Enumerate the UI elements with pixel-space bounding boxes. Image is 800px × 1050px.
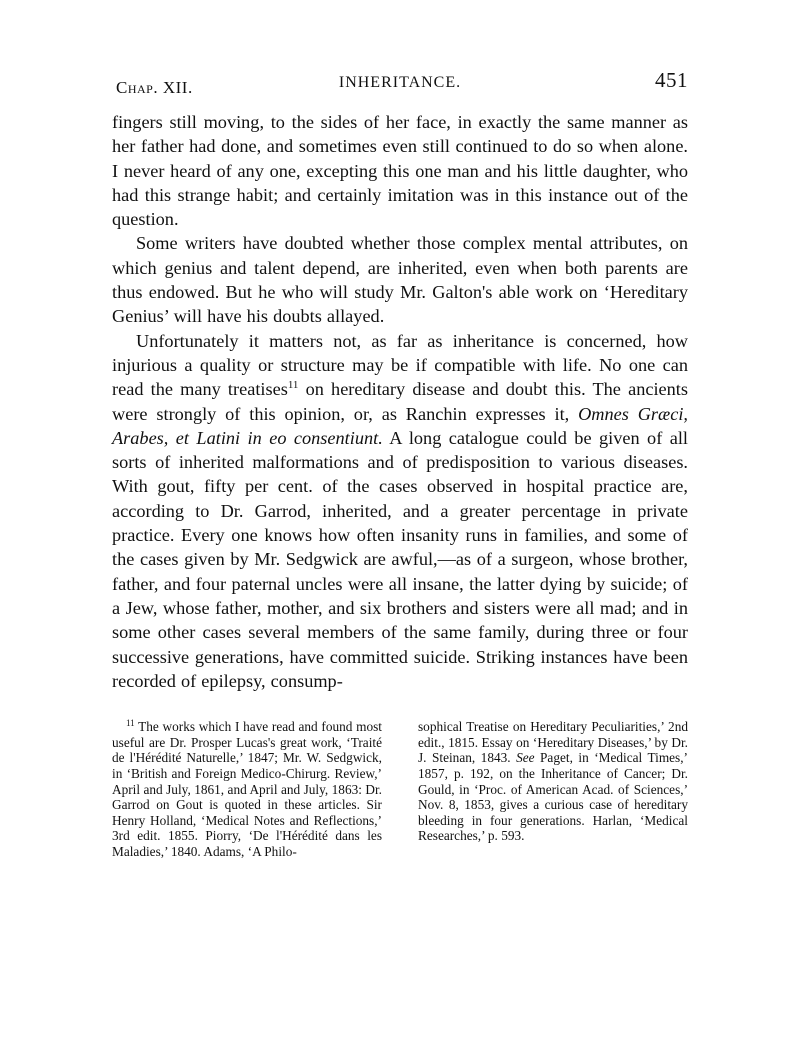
paragraph-3 — [112, 329, 688, 693]
body-text — [112, 110, 688, 693]
running-title: INHERITANCE. — [338, 74, 462, 91]
book-page — [112, 66, 688, 859]
footnotes — [112, 719, 688, 859]
latin-quotation: Omnes Græci, Arabes, et Latini in eo consentiunt. — [112, 403, 688, 448]
page-number: 451 — [655, 68, 688, 92]
footnote-text-left — [112, 719, 382, 859]
running-head — [112, 66, 688, 106]
footnote-left-text: The works which I have read and found most useful are Dr. Prosper Lucas's great work, ‘Traité de l'Hérédité Naturelle,’ 1847; Mr. W. Sedgwick, in ‘British and Foreign Medico-Chirurg. Review,’ April and July, 1861, and April and July, 1863: Dr. Garrod on Gout is quoted in these articles. Sir Henry Holland, ‘Medical Notes and Reflections,’ 3rd edit. 1855. Piorry, ‘De l'Hérédité dans les Maladies,’ 1840. Adams, ‘A Philo- — [112, 719, 382, 859]
footnote-number: 11 — [126, 718, 135, 729]
paragraph-3-text-b: on hereditary disease and doubt this. The ancients were strongly of this opinion, or, as Ranchin expresses it, — [112, 379, 688, 424]
footnote-text-right — [418, 719, 688, 844]
paragraph-3-text-c: A long catalogue could be given of all sorts of inherited malformations and of predisposition to various diseases. With gout, fifty per cent. of the cases observed in hospital practice are, according to Dr. Garrod, inherited, and a greater percentage in private practice. Every one knows how often insanity runs in families, and some of the cases given by Mr. Sedgwick are awful,—as of a surgeon, whose brother, father, and four paternal uncles were all insane, the latter dying by suicide; of a Jew, whose father, mother, and six brothers and sisters were all mad; and in some other cases several members of the same family, during three or four successive generations, have committed suicide. Striking instances have been recorded of epilepsy, consump- — [112, 427, 688, 691]
paragraph-2: Some writers have doubted whether those complex mental attributes, on which genius and talent depend, are inherited, even when both parents are thus endowed. But he who will study Mr. Galton's able work on ‘Hereditary Genius’ will have his doubts allayed. — [112, 233, 688, 327]
footnote-right-text-a: sophical Treatise on Hereditary Peculiarities,’ 2nd edit., 1815. Essay on ‘Hereditary Diseases,’ by Dr. J. Steinan, 1843. — [418, 719, 688, 766]
footnote-right-text-b: Paget, in ‘Medical Times,’ 1857, p. 192, on the Inheritance of Cancer; Dr. Gould, in ‘Proc. of American Acad. of Sciences,’ Nov. 8, 1853, gives a curious case of hereditary bleeding in four generations. Harlan, ‘Medical Researches,’ p. 593. — [418, 750, 688, 844]
footnote-reference: 11 — [287, 379, 299, 392]
footnote-column-left — [112, 719, 382, 859]
chapter-label: Chap. XII. — [116, 78, 193, 97]
paragraph-3-text-a: Unfortunately it matters not, as far as inheritance is concerned, how injurious a quality or structure may be if compatible with life. No one can read the many treatises — [112, 330, 688, 400]
footnote-column-right — [418, 719, 688, 859]
footnote-see: See — [516, 750, 535, 766]
paragraph-1: fingers still moving, to the sides of her face, in exactly the same manner as her father had done, and sometimes even still continued to do so when alone. I never heard of any one, excepting this one man and his little daughter, who had this strange habit; and certainly imitation was in this instance out of the question. — [112, 112, 688, 230]
